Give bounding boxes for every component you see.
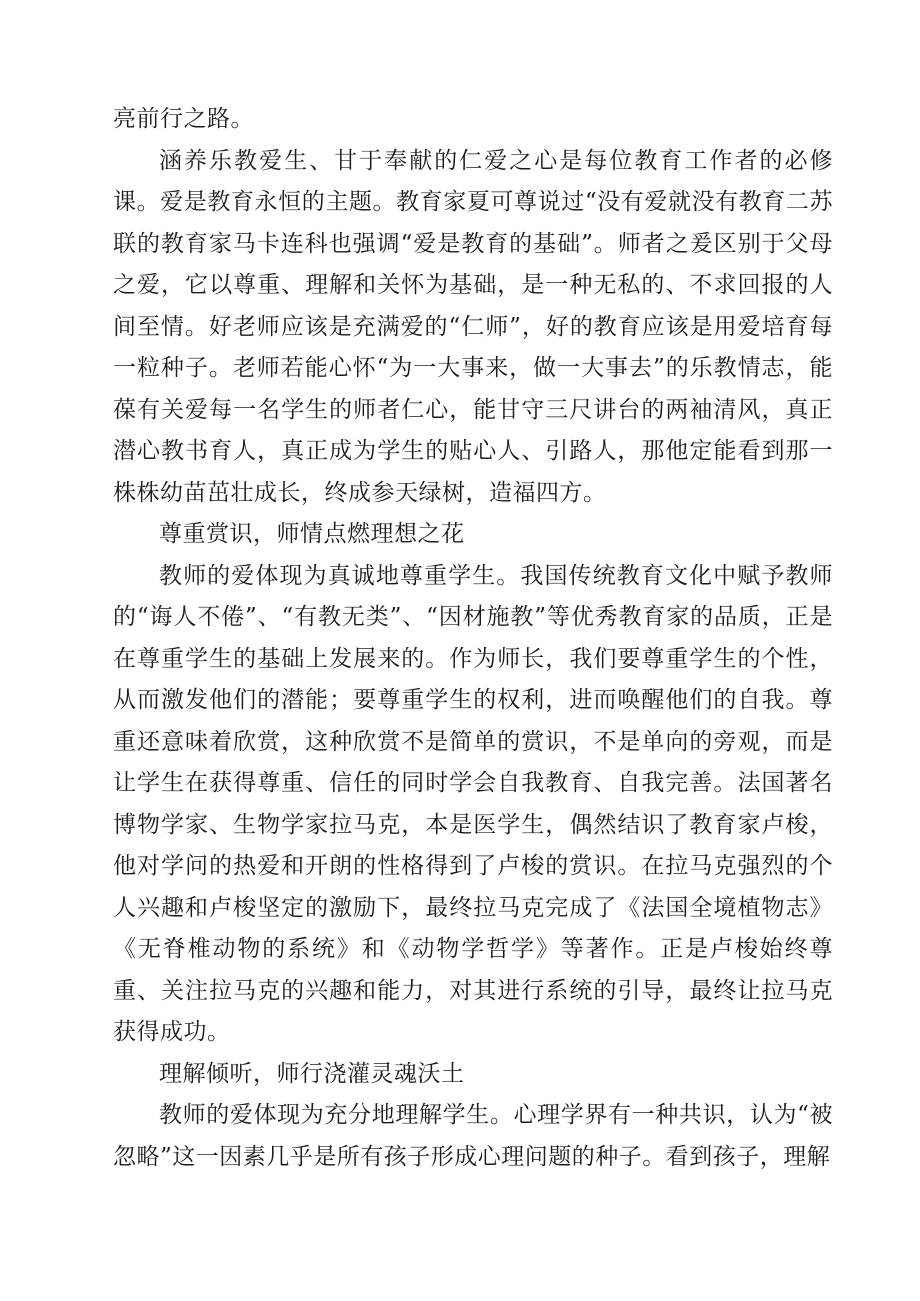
paragraph-benevolent-heart: 涵养乐教爱生、甘于奉献的仁爱之心是每位教育工作者的必修课。爱是教育永恒的主题。教育家夏可尊说过“没有爱就没有教育二苏联的教育家马卡连科也强调“爱是教育的基础”。师者之爰区别于父母之爱，它以尊重、理解和关怀为基础，是一种无私的、不求回报的人间至情。好老师应该是充满爱的“仁师”，好的教育应该是用爱培育每一粒种子。老师若能心怀“为一大事来，做一大事去”的乐教情志，能葆有关爱每一名学生的师者仁心，能甘守三尺讲台的两袖清风，真正潜心教书育人，真正成为学生的贴心人、引路人，那他定能看到那一株株幼苗茁壮成长，终成参天绿树，造福四方。	[113, 147, 833, 506]
paragraph-continuation: 亮前行之路。	[113, 106, 254, 132]
paragraph-understanding: 教师的爱体现为充分地理解学生。心理学界有一种共识，认为“被忽略”这一因素几乎是所有孩子形成心理问题的种子。看到孩子，理解	[113, 1102, 833, 1170]
section-heading-understanding: 理解倾听，师行浇灌灵魂沃土	[159, 1060, 465, 1087]
section-heading-respect: 尊重赏识，师情点燃理想之花	[159, 521, 465, 547]
document-body	[113, 99, 833, 1178]
paragraph-respect: 教师的爱体现为真诚地尊重学生。我国传统教育文化中赋予教师的“诲人不倦”、“有教无类”、“因材施教”等优秀教育家的品质，正是在尊重学生的基础上发展来的。作为师长，我们要尊重学生的个性，从而激发他们的潜能；要尊重学生的权利，进而唤醒他们的自我。尊重还意味着欣赏，这种欣赏不是简单的赏识，不是单向的旁观，而是让学生在获得尊重、信任的同时学会自我教育、自我完善。法国著名博物学家、生物学家拉马克，本是医学生，偶然结识了教育家卢梭，他对学问的热爱和开朗的性格得到了卢梭的赏识。在拉马克强烈的个人兴趣和卢梭坚定的激励下，最终拉马克完成了《法国全境植物志》《无脊椎动物的系统》和《动物学哲学》等著作。正是卢梭始终尊重、关注拉马克的兴趣和能力，对其进行系统的引导，最终让拉马克获得成功。	[113, 562, 833, 1045]
